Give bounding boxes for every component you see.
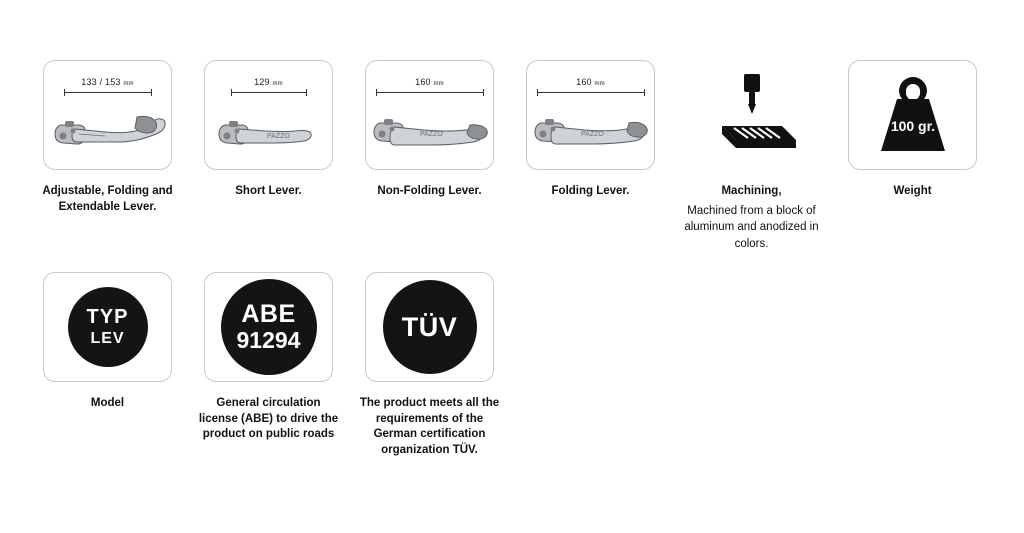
dimension-line: [537, 89, 645, 96]
lever-folding-icon: [527, 109, 654, 153]
dimension-label: 160 mm: [576, 77, 605, 87]
feature-image-box: [43, 60, 172, 170]
badge-line-2: LEV: [90, 330, 125, 347]
svg-text:PAZZO: PAZZO: [580, 131, 604, 138]
feature-caption: Short Lever.: [235, 185, 302, 197]
weight-icon: [867, 69, 959, 161]
feature-abe-license: [198, 272, 339, 443]
weight-value: 100 gr.: [890, 118, 935, 134]
feature-machining: [686, 60, 817, 253]
feature-row-top: [42, 60, 1008, 253]
feature-folding-lever: [525, 60, 656, 200]
dimension-annotation: [44, 77, 171, 96]
feature-image-box: [365, 272, 494, 382]
feature-image-box: [526, 60, 655, 170]
feature-image-box: [848, 60, 977, 170]
feature-caption: General circulation license (ABE) to drive the product on public roads: [198, 397, 339, 441]
badge-line-1: TÜV: [401, 311, 458, 342]
feature-image-box: [365, 60, 494, 170]
svg-text:PAZZO: PAZZO: [266, 133, 290, 140]
feature-image-box: [204, 60, 333, 170]
cnc-machining-icon: [704, 70, 800, 161]
feature-caption: The product meets all the requirements of the German certification organization TÜV.: [359, 397, 500, 456]
svg-text:PAZZO: PAZZO: [419, 131, 443, 138]
feature-caption: Folding Lever.: [551, 185, 630, 197]
feature-caption: Machining,: [721, 185, 782, 197]
dimension-line: [64, 89, 152, 96]
feature-caption: Weight: [893, 185, 932, 197]
tuv-badge-icon: [383, 280, 477, 374]
feature-weight: [847, 60, 978, 200]
feature-image-box: [687, 60, 816, 170]
dimension-line: [231, 89, 307, 96]
badge-line-1: TYP: [86, 306, 129, 328]
dimension-annotation: [527, 77, 654, 96]
feature-image-box: [43, 272, 172, 382]
lever-adjustable-icon: [44, 107, 171, 153]
feature-tuv-certification: [359, 272, 500, 458]
dimension-label: 129 mm: [254, 77, 283, 87]
lever-short-icon: [205, 111, 332, 153]
dimension-label: 133 / 153 mm: [81, 77, 134, 87]
feature-caption: Model: [90, 397, 125, 409]
feature-adjustable-folding-extendable: [42, 60, 173, 215]
dimension-label: 160 mm: [415, 77, 444, 87]
feature-caption: Non-Folding Lever.: [377, 185, 482, 197]
feature-row-bottom: [42, 272, 525, 458]
feature-model: [42, 272, 173, 412]
badge-line-2: 91294: [236, 327, 301, 353]
feature-short-lever: [203, 60, 334, 200]
lever-non-folding-icon: [366, 109, 493, 153]
feature-caption: Adjustable, Folding and Extendable Lever.: [42, 185, 173, 213]
dimension-annotation: [366, 77, 493, 96]
dimension-annotation: [205, 77, 332, 96]
feature-image-box: [204, 272, 333, 382]
typ-lev-badge-icon: [68, 287, 148, 367]
dimension-line: [376, 89, 484, 96]
abe-badge-icon: [221, 279, 317, 375]
feature-subcaption: Machined from a block of aluminum and anodized in colors.: [684, 204, 819, 250]
feature-non-folding-lever: [364, 60, 495, 200]
badge-line-1: ABE: [241, 300, 296, 328]
